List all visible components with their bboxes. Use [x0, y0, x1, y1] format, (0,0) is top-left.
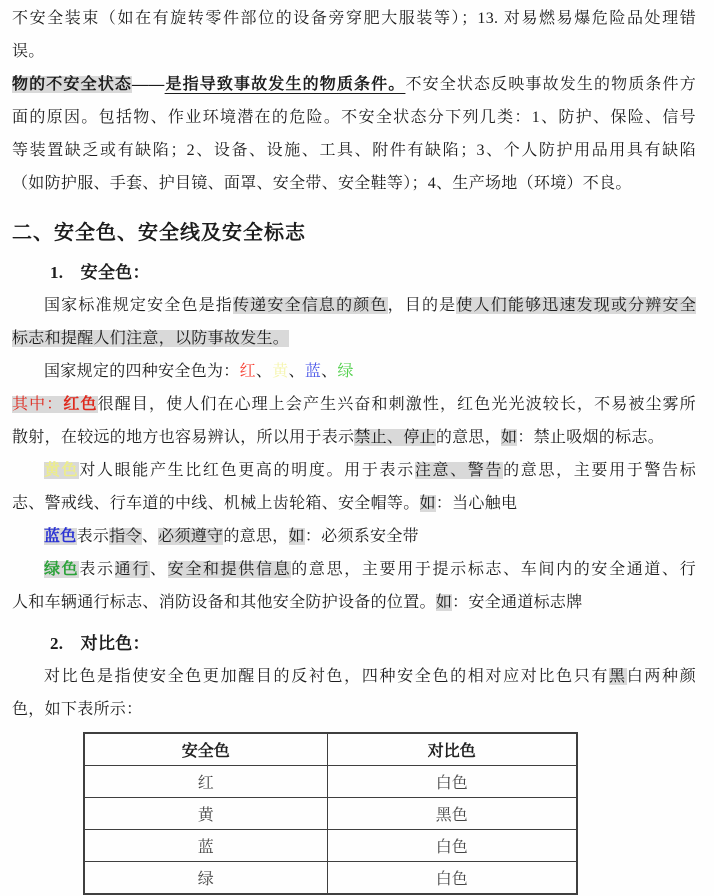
text-run: 如: [435, 594, 453, 611]
text-run: 蓝: [304, 363, 322, 380]
text-run: 表示: [76, 528, 110, 545]
table-cell: 蓝: [84, 830, 327, 862]
table-row: [84, 766, 577, 798]
text-run: 不安全状态反映事故发生的物质条件方: [405, 76, 696, 93]
table-header-cell-contrast-color: 对比色: [327, 733, 577, 766]
safety-contrast-color-table: [83, 732, 578, 895]
text-run: 指令: [109, 528, 142, 545]
text-run: 、: [288, 363, 305, 380]
text-run: 使人们能够迅速发现或分辨安全: [456, 297, 697, 314]
paragraph-line: [12, 134, 696, 167]
text-run: 蓝色: [44, 528, 77, 545]
table-cell: 黑色: [327, 798, 577, 830]
text-run: 黄色: [44, 462, 80, 479]
text-run: 安全和提供信息: [167, 561, 292, 578]
paragraph-line: [12, 553, 696, 586]
text-run: 等装置缺乏或有缺陷；2、设备、设施、工具、附件有缺陷；3、个人防护用品用具有缺陷: [12, 142, 696, 159]
paragraph-line: [12, 487, 696, 520]
paragraph-line: [12, 660, 696, 693]
text-run: 绿: [337, 363, 354, 380]
paragraph-line: [12, 693, 696, 726]
text-run: 标志和提醒人们注意，以防事故发生。: [12, 330, 290, 347]
text-run: 的意思，: [223, 528, 289, 545]
text-run: 、: [255, 363, 273, 380]
text-run: ：当心触电: [435, 495, 518, 512]
text-run: 志、警戒线、行车道的中线、机械上齿轮箱、安全帽等。: [12, 495, 420, 512]
text-run: 其中：: [12, 396, 64, 413]
text-run: 黄: [272, 363, 289, 380]
paragraph-line: [12, 2, 696, 35]
text-run: 必须遵守: [158, 528, 224, 545]
table-cell: 白色: [327, 862, 577, 895]
text-run: 、: [321, 363, 338, 380]
table-cell: 白色: [327, 766, 577, 798]
table-header-cell-safety-color: 安全色: [84, 733, 327, 766]
sub-heading: [12, 627, 696, 660]
text-run: （如防护服、手套、护目镜、面罩、安全带、安全鞋等）；4、生产场地（环境）不良。: [12, 175, 632, 192]
table-cell: 绿: [84, 862, 327, 895]
sub-heading: [12, 256, 696, 289]
text-run: 的意思，主要用于警告标: [503, 462, 696, 479]
table-cell: 红: [84, 766, 327, 798]
paragraph-line: [12, 101, 696, 134]
text-run: 对比色是指使安全色更加醒目的反衬色，四种安全色的相对应对比色只有: [44, 668, 610, 685]
text-run: 1. 安全色：: [50, 263, 150, 282]
paragraph-line: [12, 454, 696, 487]
paragraph-line: [12, 68, 696, 101]
text-run: 误。: [12, 43, 45, 60]
text-run: ，目的是: [387, 297, 457, 314]
text-run: 散射，在较远的地方也容易辨认，所以用于表示: [12, 429, 355, 446]
text-run: 红色: [63, 396, 98, 413]
text-run: 对人眼能产生比红色更高的明度。用于表示: [79, 462, 415, 479]
text-run: 表示: [79, 561, 115, 578]
text-run: 面的原因。包括物、作业环境潜在的危险。不安全状态分下列几类：1、防护、保险、信号: [12, 109, 696, 126]
text-run: 人和车辆通行标志、消防设备和其他安全防护设备的位置。: [12, 594, 436, 611]
text-run: 很醒目，使人们在心理上会产生兴奋和刺激性，红色光光波较长，不易被尘雾所: [97, 396, 696, 413]
table-header-row: [84, 733, 577, 766]
text-run: 色，如下表所示：: [12, 701, 143, 718]
text-run: 不安全装束（如在有旋转零件部位的设备旁穿肥大服装等）；13. 对易燃易爆危险品处理错: [12, 10, 696, 27]
text-run: ——: [132, 76, 165, 93]
paragraph-line: [12, 355, 696, 388]
text-run: 的意思，主要用于提示标志、车间内的安全通道、行: [291, 561, 697, 578]
table-row: [84, 830, 577, 862]
table-row: [84, 862, 577, 895]
text-run: 黑: [609, 668, 627, 685]
text-run: 白两种颜: [626, 668, 696, 685]
text-run: 是指导致事故发生的物质条件。: [164, 76, 406, 93]
text-run: 国家标准规定安全色是指: [44, 297, 233, 314]
table-cell: 白色: [327, 830, 577, 862]
text-run: 2. 对比色：: [50, 634, 150, 653]
text-run: 传递安全信息的颜色: [233, 297, 388, 314]
section-heading: [12, 218, 696, 248]
text-run: 通行: [114, 561, 150, 578]
text-run: 物的不安全状态: [12, 76, 132, 93]
table-cell: 黄: [84, 798, 327, 830]
text-run: ：必须系安全带: [304, 528, 419, 545]
paragraph-line: [12, 421, 696, 454]
paragraph-line: [12, 167, 696, 200]
paragraph-line: [12, 388, 696, 421]
paragraph-line: [12, 520, 696, 553]
text-run: 禁止、停止: [354, 429, 436, 446]
text-run: 国家规定的四种安全色为：: [44, 363, 240, 380]
text-run: 的意思，: [435, 429, 502, 446]
paragraph-line: [12, 35, 696, 68]
text-run: 、: [149, 561, 168, 578]
text-run: 如: [419, 495, 436, 512]
paragraph-line: [12, 586, 696, 619]
text-run: 绿色: [44, 561, 80, 578]
paragraph-line: [12, 289, 696, 322]
text-run: 、: [141, 528, 159, 545]
text-run: 如: [288, 528, 305, 545]
text-run: 二、安全色、安全线及安全标志: [12, 222, 306, 244]
table-row: [84, 798, 577, 830]
text-run: ：禁止吸烟的标志。: [517, 429, 665, 446]
text-run: 如: [501, 429, 518, 446]
paragraph-line: [12, 322, 696, 355]
text-run: 红: [239, 363, 256, 380]
text-run: 注意、警告: [414, 462, 504, 479]
text-run: ：安全通道标志牌: [452, 594, 583, 611]
